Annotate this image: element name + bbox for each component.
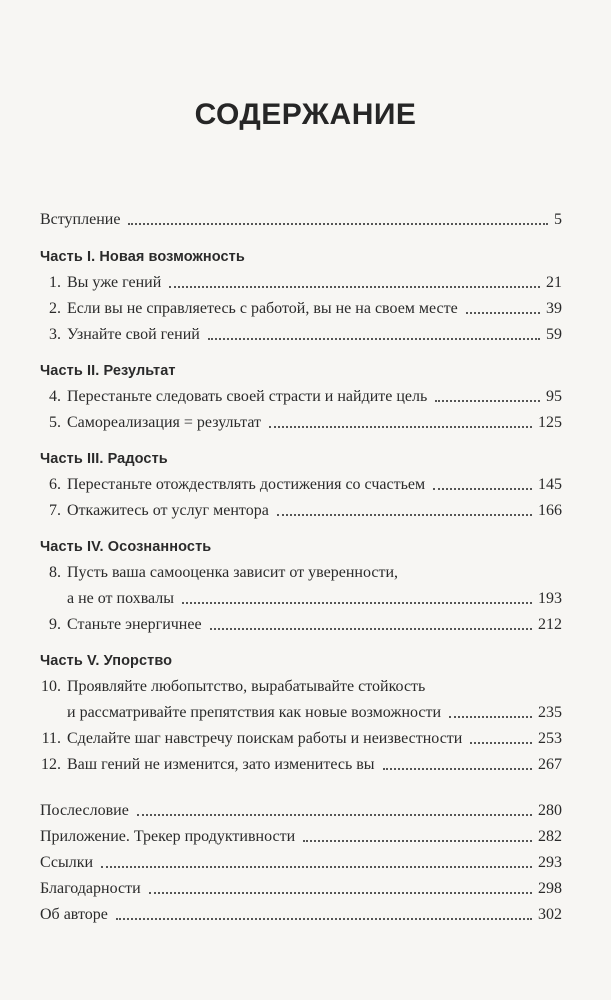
dot-leader xyxy=(169,286,540,288)
part-heading-3[interactable] xyxy=(40,447,562,469)
page-number: 5 xyxy=(554,211,562,228)
page-number: 59 xyxy=(546,326,562,343)
page-number: 298 xyxy=(538,880,562,897)
chapter-number: 9. xyxy=(49,616,61,633)
chapter-number: 7. xyxy=(49,502,61,519)
chapter-title: Самореализация = результат xyxy=(67,414,262,431)
chapter-number: 10. xyxy=(41,678,61,695)
entry-label: Приложение. Трекер продуктивности xyxy=(40,828,296,845)
chapter-title: Перестаньте следовать своей страсти и найдите цель xyxy=(67,388,428,405)
part-heading-5[interactable] xyxy=(40,649,562,671)
page-number: 253 xyxy=(538,730,562,747)
page-number: 302 xyxy=(538,906,562,923)
toc-entry-chapter-8[interactable] xyxy=(40,561,562,583)
dot-leader xyxy=(449,716,532,718)
toc-entry-chapter-2[interactable] xyxy=(40,297,562,319)
entry-label: Об авторе xyxy=(40,906,108,923)
part-label: Часть III. Радость xyxy=(40,451,168,467)
part-heading-2[interactable] xyxy=(40,359,562,381)
dot-leader xyxy=(208,338,540,340)
dot-leader xyxy=(433,488,532,490)
chapter-title: Ваш гений не изменится, зато изменитесь вы xyxy=(67,756,375,773)
entry-label: Благодарности xyxy=(40,880,141,897)
dot-leader xyxy=(383,768,532,770)
chapter-number: 12. xyxy=(41,756,61,773)
chapter-title: Перестаньте отождествлять достижения со счастьем xyxy=(67,476,426,493)
page-number: 21 xyxy=(546,274,562,291)
toc-entry-chapter-5[interactable] xyxy=(40,411,562,433)
chapter-title: Станьте энергичнее xyxy=(67,616,202,633)
toc-entry-chapter-3[interactable] xyxy=(40,323,562,345)
page-number: 212 xyxy=(538,616,562,633)
dot-leader xyxy=(269,426,532,428)
toc-entry-chapter-1[interactable] xyxy=(40,271,562,293)
page-number: 235 xyxy=(538,704,562,721)
dot-leader xyxy=(182,602,532,604)
entry-label: Вступление xyxy=(40,211,121,228)
page-number: 267 xyxy=(538,756,562,773)
chapter-title-cont: и рассматривайте препятствия как новые возможности xyxy=(67,704,442,721)
toc-entry-chapter-11[interactable] xyxy=(40,727,562,749)
page-number: 145 xyxy=(538,476,562,493)
chapter-title: Откажитесь от услуг ментора xyxy=(67,502,269,519)
dot-leader xyxy=(149,892,532,894)
toc-entry-intro[interactable] xyxy=(40,208,562,230)
toc-entry-chapter-7[interactable] xyxy=(40,499,562,521)
page-number: 125 xyxy=(538,414,562,431)
part-label: Часть IV. Осознанность xyxy=(40,539,212,555)
chapter-number: 6. xyxy=(49,476,61,493)
toc-entry-appendix[interactable] xyxy=(40,825,562,847)
dot-leader xyxy=(210,628,532,630)
chapter-number: 2. xyxy=(49,300,61,317)
dot-leader xyxy=(303,840,532,842)
toc-entry-chapter-8-cont[interactable] xyxy=(40,587,562,609)
chapter-number: 8. xyxy=(49,564,61,581)
dot-leader xyxy=(128,223,548,225)
dot-leader xyxy=(116,918,532,920)
chapter-title: Вы уже гений xyxy=(67,274,162,291)
entry-label: Послесловие xyxy=(40,802,129,819)
toc-entry-references[interactable] xyxy=(40,851,562,873)
toc-entry-chapter-9[interactable] xyxy=(40,613,562,635)
toc-entry-afterword[interactable] xyxy=(40,799,562,821)
toc-entry-chapter-10-cont[interactable] xyxy=(40,701,562,723)
dot-leader xyxy=(101,866,532,868)
part-heading-1[interactable] xyxy=(40,245,562,267)
chapter-title: Если вы не справляетесь с работой, вы не на своем месте xyxy=(67,300,458,317)
chapter-number: 3. xyxy=(49,326,61,343)
part-label: Часть II. Результат xyxy=(40,363,176,379)
chapter-number: 4. xyxy=(49,388,61,405)
part-label: Часть I. Новая возможность xyxy=(40,249,245,265)
chapter-title: Сделайте шаг навстречу поискам работы и неизвестности xyxy=(67,730,463,747)
page-number: 193 xyxy=(538,590,562,607)
chapter-title: Проявляйте любопытство, вырабатывайте стойкость xyxy=(67,678,426,695)
toc-entry-chapter-6[interactable] xyxy=(40,473,562,495)
toc-entry-acknowledgements[interactable] xyxy=(40,877,562,899)
part-heading-4[interactable] xyxy=(40,535,562,557)
chapter-title: Пусть ваша самооценка зависит от уверенности, xyxy=(67,564,399,581)
chapter-number: 11. xyxy=(41,730,61,747)
page-number: 282 xyxy=(538,828,562,845)
toc-entry-chapter-10[interactable] xyxy=(40,675,562,697)
chapter-title: Узнайте свой гений xyxy=(67,326,200,343)
page-title: СОДЕРЖАНИЕ xyxy=(194,98,417,131)
entry-label: Ссылки xyxy=(40,854,94,871)
part-label: Часть V. Упорство xyxy=(40,653,173,669)
toc-entry-chapter-4[interactable] xyxy=(40,385,562,407)
page-number: 293 xyxy=(538,854,562,871)
toc-entry-chapter-12[interactable] xyxy=(40,753,562,775)
chapter-title-cont: а не от похвалы xyxy=(67,590,175,607)
page-number: 280 xyxy=(538,802,562,819)
dot-leader xyxy=(435,400,540,402)
dot-leader xyxy=(466,312,540,314)
chapter-number: 5. xyxy=(49,414,61,431)
toc-entry-about-author[interactable] xyxy=(40,903,562,925)
page-number: 39 xyxy=(546,300,562,317)
chapter-number: 1. xyxy=(49,274,61,291)
dot-leader xyxy=(470,742,532,744)
page-number: 95 xyxy=(546,388,562,405)
dot-leader xyxy=(277,514,532,516)
dot-leader xyxy=(137,814,532,816)
page-number: 166 xyxy=(538,502,562,519)
